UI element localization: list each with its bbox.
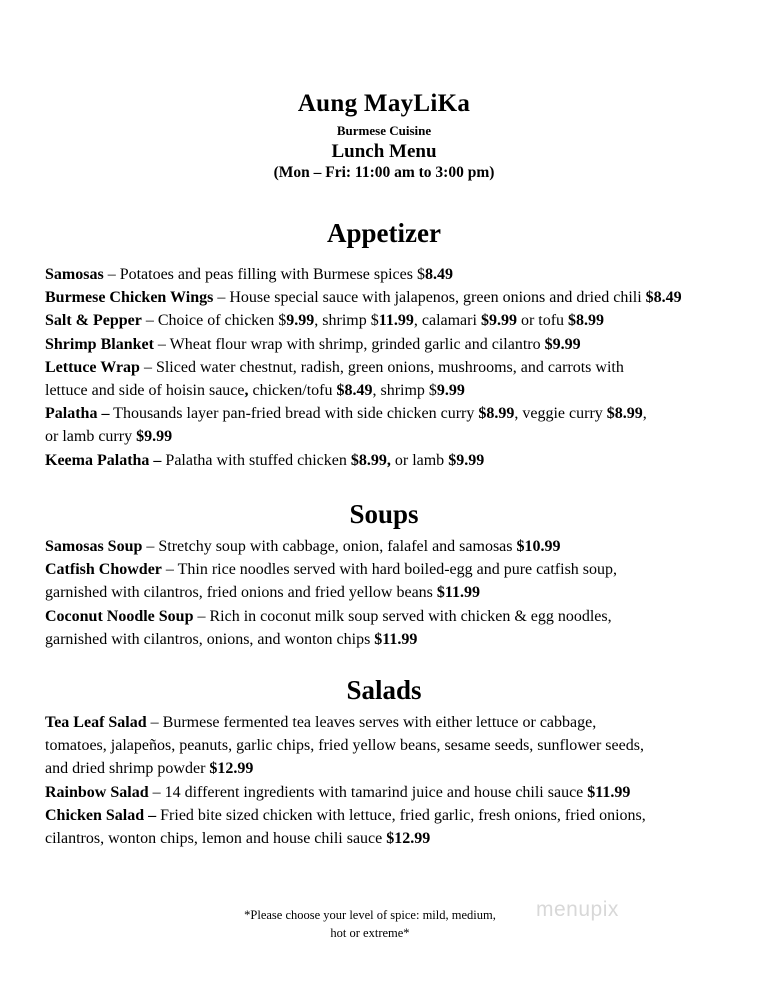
menu-text-bold: Palatha – xyxy=(45,405,110,423)
menu-line xyxy=(45,628,745,651)
soups-items xyxy=(45,535,745,651)
menu-text-bold: Rainbow Salad xyxy=(45,783,149,801)
menu-line xyxy=(45,425,745,448)
menu-line xyxy=(45,558,745,581)
menu-text: Thousands layer pan-fried bread with side chicken curry xyxy=(109,405,479,423)
menu-text-bold: $12.99 xyxy=(209,760,254,778)
menu-text: – Wheat flour wrap with shrimp, grinded garlic and cilantro xyxy=(153,335,545,353)
menu-text-bold: Samosas Soup xyxy=(45,538,143,555)
menu-line xyxy=(45,356,745,379)
menu-text: – Sliced water chestnut, radish, green onions, mushrooms, and carrots with xyxy=(139,358,624,376)
menu-text-bold: $9.99 xyxy=(136,428,173,446)
menu-line xyxy=(45,402,745,425)
menu-text-bold: Chicken Salad – xyxy=(45,806,157,824)
menu-text-bold: Coconut Noodle Soup xyxy=(45,607,194,625)
menu-text: or tofu xyxy=(516,312,569,330)
menu-line xyxy=(45,286,745,309)
menu-line xyxy=(45,711,745,734)
menu-text: cilantros, wonton chips, lemon and house chili sauce xyxy=(45,830,387,848)
menu-text-bold: $10.99 xyxy=(516,538,561,555)
menu-text-bold: 11.99 xyxy=(378,312,414,330)
menu-text: garnished with cilantros, fried onions and fried yellow beans xyxy=(45,584,437,602)
menu-line xyxy=(45,333,745,356)
menu-text-bold: $8.99, xyxy=(350,451,391,469)
menu-line xyxy=(45,309,745,332)
menu-text-bold: $8.49 xyxy=(645,289,682,307)
cuisine-subtitle: Burmese Cuisine xyxy=(336,123,432,138)
menu-text-bold: $11.99 xyxy=(374,630,418,648)
menu-text-bold: 9.99 xyxy=(286,312,315,330)
menu-line xyxy=(45,581,745,604)
menu-text-bold: $8.99 xyxy=(478,405,515,423)
menu-text: , veggie curry xyxy=(514,405,607,423)
menu-text: – 14 different ingredients with tamarind juice and house chili sauce xyxy=(148,783,588,801)
menu-text: , calamari xyxy=(413,312,481,330)
menu-line xyxy=(45,379,745,402)
menu-line xyxy=(45,804,745,827)
menu-text-bold: Lettuce Wrap xyxy=(45,358,140,376)
menu-text: – Choice of chicken $ xyxy=(141,312,287,330)
menu-text: Fried bite sized chicken with lettuce, fried garlic, fresh onions, fried onions, xyxy=(156,806,646,824)
menu-text-bold: $9.99 xyxy=(448,451,485,469)
menu-line xyxy=(45,827,745,850)
menu-line xyxy=(45,734,745,757)
menu-text: – Burmese fermented tea leaves serves with either lettuce or cabbage, xyxy=(146,714,597,731)
menu-line xyxy=(45,605,745,628)
section-title-appetizer: Appetizer xyxy=(327,218,441,248)
appetizer-items xyxy=(45,263,745,472)
menu-text: , shrimp $ xyxy=(372,382,437,400)
menu-text: lettuce and side of hoisin sauce xyxy=(45,382,245,400)
menu-text-bold: 8.49 xyxy=(424,266,453,283)
menu-text: or lamb curry xyxy=(45,428,137,446)
menu-text: garnished with cilantros, onions, and wonton chips xyxy=(45,630,375,648)
restaurant-name: Aung MayLiKa xyxy=(297,90,471,117)
menu-text-bold: $9.99 xyxy=(544,335,581,353)
menu-line xyxy=(45,757,745,780)
menu-text-bold: Shrimp Blanket xyxy=(45,335,154,353)
menu-text-bold: Catfish Chowder xyxy=(45,561,162,579)
menu-text-bold: Tea Leaf Salad xyxy=(45,714,147,731)
menu-line xyxy=(45,449,745,472)
menu-text: , shrimp $ xyxy=(314,312,379,330)
menu-text: Palatha with stuffed chicken xyxy=(161,451,351,469)
menu-line xyxy=(45,263,745,286)
menu-text-bold: $8.49 xyxy=(336,382,373,400)
menu-text-bold: $11.99 xyxy=(587,783,631,801)
menu-type: Lunch Menu xyxy=(331,141,437,162)
menu-text: – Rich in coconut milk soup served with chicken & egg noodles, xyxy=(193,607,612,625)
menu-text: – Potatoes and peas filling with Burmese spices $ xyxy=(103,266,425,283)
menu-text-bold: $8.99 xyxy=(606,405,643,423)
footnote-line-2: hot or extreme* xyxy=(330,926,410,940)
menu-text: – House special sauce with jalapenos, green onions and dried chili xyxy=(213,289,646,307)
section-title-soups: Soups xyxy=(349,499,419,529)
menu-text: tomatoes, jalapeños, peanuts, garlic chips, fried yellow beans, sesame seeds, sunflower seeds, xyxy=(45,737,644,755)
menu-text: – Thin rice noodles served with hard boiled-egg and pure catfish soup, xyxy=(161,561,618,579)
menu-text: or lamb xyxy=(390,451,449,469)
hours: (Mon – Fri: 11:00 am to 3:00 pm) xyxy=(273,164,495,181)
menu-text: and dried shrimp powder xyxy=(45,760,210,778)
menu-line xyxy=(45,535,745,558)
menu-text-bold: 9.99 xyxy=(436,382,465,400)
menu-text-bold: $11.99 xyxy=(436,584,481,602)
watermark-logo: menupix xyxy=(536,898,619,921)
menu-text: – Stretchy soup with cabbage, onion, falafel and samosas xyxy=(142,538,517,555)
menu-text-bold: , xyxy=(244,382,249,400)
footnote-line-1: *Please choose your level of spice: mild, medium, xyxy=(244,908,496,922)
menu-text: chicken/tofu xyxy=(248,382,337,400)
menu-text-bold: $9.99 xyxy=(480,312,517,330)
menu-text-bold: $8.99 xyxy=(568,312,605,330)
menu-line xyxy=(45,781,745,804)
menu-text-bold: Salt & Pepper xyxy=(45,312,142,330)
menu-text: , xyxy=(642,405,647,423)
section-title-salads: Salads xyxy=(346,675,422,705)
menu-text-bold: Samosas xyxy=(45,266,104,283)
salads-items xyxy=(45,711,745,850)
menu-text-bold: $12.99 xyxy=(386,830,431,848)
menu-text-bold: Keema Palatha – xyxy=(45,451,162,469)
spice-footnote xyxy=(210,906,530,942)
menu-text-bold: Burmese Chicken Wings xyxy=(45,289,214,307)
